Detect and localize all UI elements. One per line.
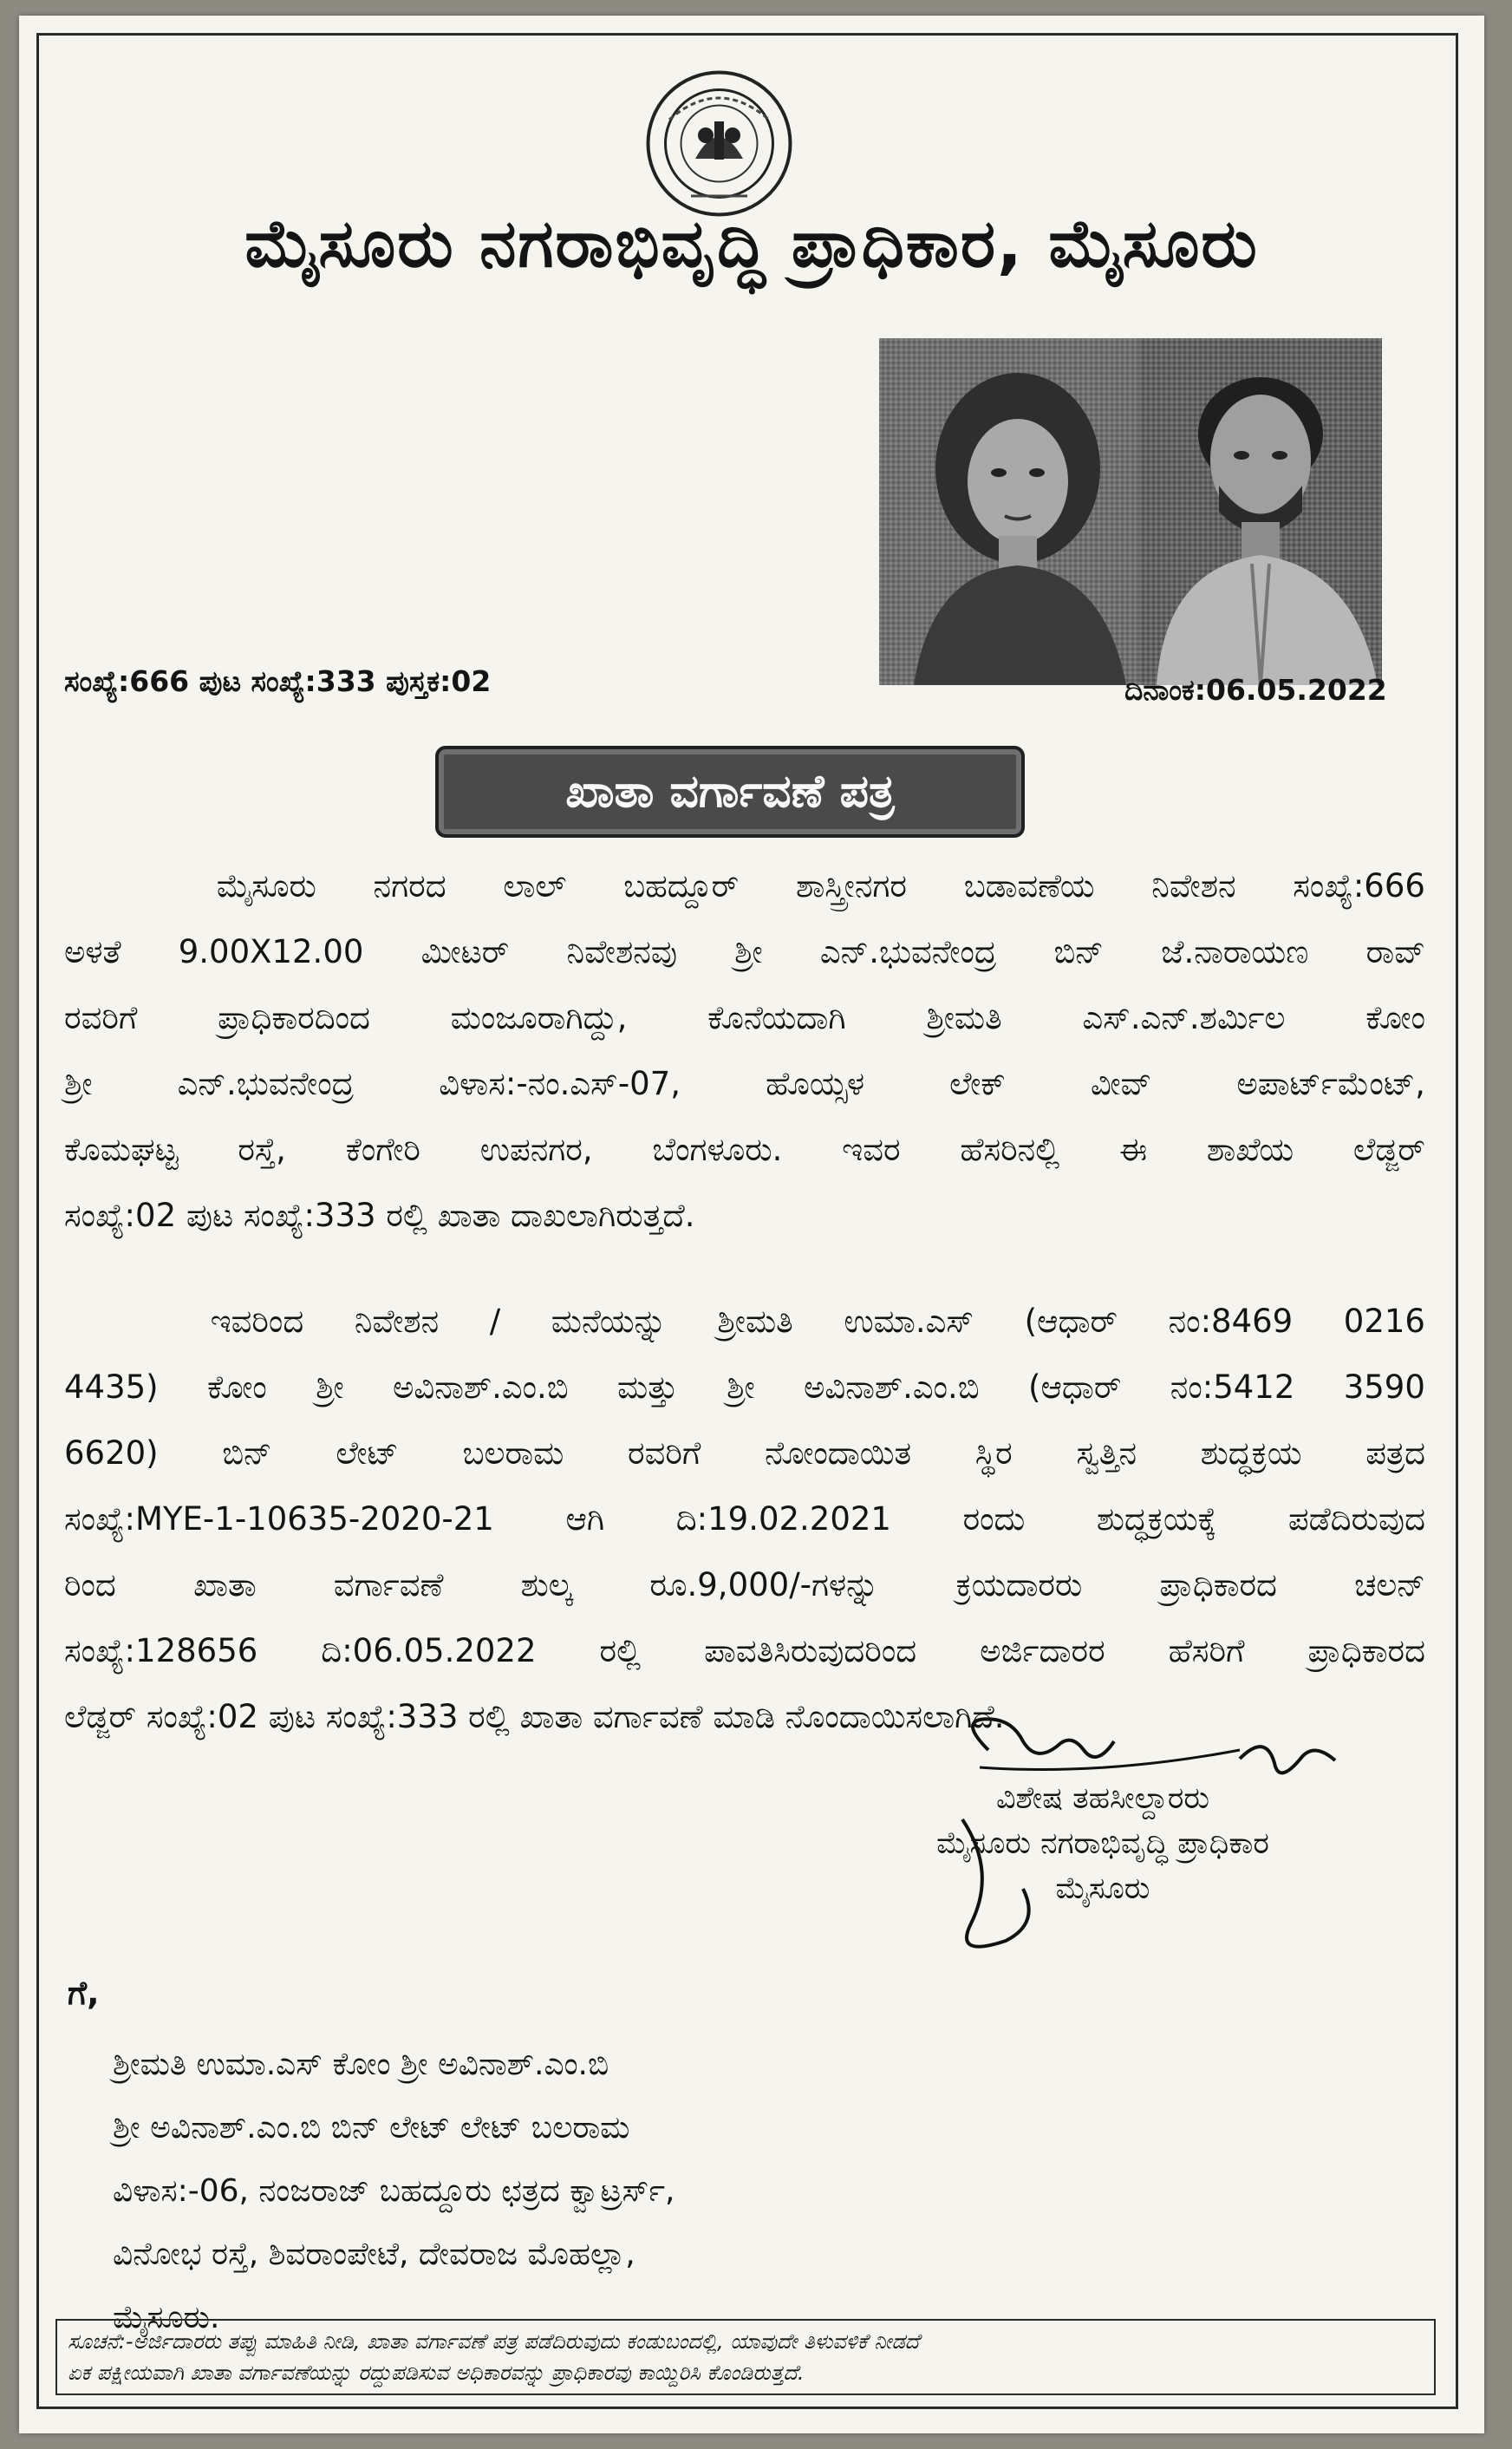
designation-line: ಮೈಸೂರು ನಗರಾಭಿವೃದ್ಧಿ ಪ್ರಾಧಿಕಾರ [936,1826,1269,1861]
text-line: ರವರಿಗೆ ಪ್ರಾಧಿಕಾರದಿಂದ ಮಂಜೂರಾಗಿದ್ದು, ಕೊನೆಯದಾಗಿ ಶ್ರೀಮತಿ ಎಸ್.ಎನ್.ಶರ್ಮಿಲ ಕೋಂ [64,999,1425,1036]
text-line: ಶ್ರೀ ಎನ್.ಭುವನೇಂದ್ರ ವಿಳಾಸ:-ನಂ.ಎಸ್-07, ಹೊಯ್ಸಳ ಲೇಕ್ ವೀವ್ ಅಪಾರ್ಟ್‌ಮೆಂಟ್, [64,1065,1425,1102]
address-line: ವಿನೋಭ ರಸ್ತೆ, ಶಿವರಾಂಪೇಟೆ, ದೇವರಾಜ ಮೊಹಲ್ಲಾ, [113,2237,635,2272]
signature [928,1715,1413,1976]
address-line: ಮೈಸೂರು. [113,2300,220,2335]
text-line: 6620) ಬಿನ್ ಲೇಟ್ ಬಲರಾಮ ರವರಿಗೆ ನೋಂದಾಯಿತ ಸ್ಥಿರ ಸ್ವತ್ತಿನ ಶುದ್ಧಕ್ರಯ ಪತ್ರದ [64,1434,1425,1472]
text-line: ಮೈಸೂರು ನಗರದ ಲಾಲ್ ಬಹದ್ದೂರ್ ಶಾಸ್ತ್ರೀನಗರ ಬಡಾವಣೆಯ ನಿವೇಶನ ಸಂಖ್ಯೆ:666 [216,867,1425,904]
issue-date: ದಿನಾಂಕ:06.05.2022 [1124,673,1387,707]
authority-seal-icon [643,68,795,219]
paragraph-1 [64,853,1425,1249]
reference-number: ಸಂಖ್ಯೆ:666 ಪುಟ ಸಂಖ್ಯೆ:333 ಪುಸ್ತಕ:02 [64,664,492,698]
text-line: ಸಂಖ್ಯೆ:128656 ದಿ:06.05.2022 ರಲ್ಲಿ ಪಾವತಿಸಿರುವುದರಿಂದ ಅರ್ಜಿದಾರರ ಹೆಸರಿಗೆ ಪ್ರಾಧಿಕಾರದ [64,1632,1425,1669]
organization-title: ಮೈಸೂರು ನಗರಾಭಿವೃದ್ಧಿ ಪ್ರಾಧಿಕಾರ, ಮೈಸೂರು [244,205,1259,282]
text-line: ಇವರಿಂದ ನಿವೇಶನ / ಮನೆಯನ್ನು ಶ್ರೀಮತಿ ಉಮಾ.ಎಸ್ (ಆಧಾರ್ ನಂ:8469 0216 [210,1303,1425,1340]
text-line: ರಿಂದ ಖಾತಾ ವರ್ಗಾವಣೆ ಶುಲ್ಕ ರೂ.9,000/-ಗಳನ್ನು ಕ್ರಯದಾರರು ಪ್ರಾಧಿಕಾರದ ಚಲನ್ [64,1566,1425,1603]
text-line: ಕೊಮಘಟ್ಟ ರಸ್ತೆ, ಕೆಂಗೇರಿ ಉಪನಗರ, ಬೆಂಗಳೂರು. ಇವರ ಹೆಸರಿನಲ್ಲಿ ಈ ಶಾಖೆಯ ಲೆಡ್ಜರ್ [64,1131,1425,1168]
designation-line: ವಿಶೇಷ ತಹಸೀಲ್ದಾರರು [995,1781,1209,1816]
text-line: ಸಂಖ್ಯೆ:02 ಪುಟ ಸಂಖ್ಯೆ:333 ರಲ್ಲಿ ಖಾತಾ ದಾಖಲಾಗಿರುತ್ತದೆ. [64,1197,695,1234]
to-label: ಗೆ, [68,1974,100,2012]
paragraph-2 [64,1289,1425,1750]
applicants-photo [879,338,1382,685]
text-line: 4435) ಕೋಂ ಶ್ರೀ ಅವಿನಾಶ್.ಎಂ.ಬಿ ಮತ್ತು ಶ್ರೀ ಅವಿನಾಶ್.ಎಂ.ಬಿ (ಆಧಾರ್ ನಂ:5412 3590 [64,1368,1425,1406]
note-line: ಏಕ ಪಕ್ಷೀಯವಾಗಿ ಖಾತಾ ವರ್ಗಾವಣೆಯನ್ನು ರದ್ದುಪಡಿಸುವ ಅಧಿಕಾರವನ್ನು ಪ್ರಾಧಿಕಾರವು ಕಾಯ್ದಿರಿಸಿ ಕೊಂಡಿರುತ್ತದೆ. [68,2361,805,2385]
recipient-address [113,2033,675,2349]
address-line: ವಿಳಾಸ:-06, ನಂಜರಾಜ್ ಬಹದ್ದೂರು ಛತ್ರದ ಕ್ವಾಟ್ರರ್ಸ್, [113,2173,675,2209]
address-line: ಶ್ರೀಮತಿ ಉಮಾ.ಎಸ್ ಕೋಂ ಶ್ರೀ ಅವಿನಾಶ್.ಎಂ.ಬಿ [113,2047,609,2082]
note-line: ಸೂಚನೆ:-ಅರ್ಜಿದಾರರು ತಪ್ಪು ಮಾಹಿತಿ ನೀಡಿ, ಖಾತಾ ವರ್ಗಾವಣೆ ಪತ್ರ ಪಡೆದಿರುವುದು ಕಂಡುಬಂದಲ್ಲಿ, ಯಾವುದೇ ತಿಳುವಳಿಕೆ ನೀಡದೆ [68,2329,920,2354]
text-line: ಅಳತೆ 9.00X12.00 ಮೀಟರ್ ನಿವೇಶನವು ಶ್ರೀ ಎನ್.ಭುವನೇಂದ್ರ ಬಿನ್ ಜೆ.ನಾರಾಯಣ ರಾವ್ [64,933,1425,970]
document-title: ಖಾತಾ ವರ್ಗಾವಣೆ ಪತ್ರ [435,746,1025,838]
text-line: ಸಂಖ್ಯೆ:MYE-1-10635-2020-21 ಆಗಿ ದಿ:19.02.2021 ರಂದು ಶುದ್ಧಕ್ರಯಕ್ಕೆ ಪಡೆದಿರುವುದ [64,1500,1425,1538]
address-line: ಶ್ರೀ ಅವಿನಾಶ್.ಎಂ.ಬಿ ಬಿನ್ ಲೇಟ್ ಲೇಟ್ ಬಲರಾಮ [113,2110,630,2145]
text-line: ಲೆಡ್ಜರ್ ಸಂಖ್ಯೆ:02 ಪುಟ ಸಂಖ್ಯೆ:333 ರಲ್ಲಿ ಖಾತಾ ವರ್ಗಾವಣೆ ಮಾಡಿ ನೊಂದಾಯಿಸಲಾಗಿದೆ. [64,1698,1005,1735]
designation-line: ಮೈಸೂರು [1055,1871,1150,1906]
document-page [19,16,1484,2433]
disclaimer-note [55,2319,1436,2395]
